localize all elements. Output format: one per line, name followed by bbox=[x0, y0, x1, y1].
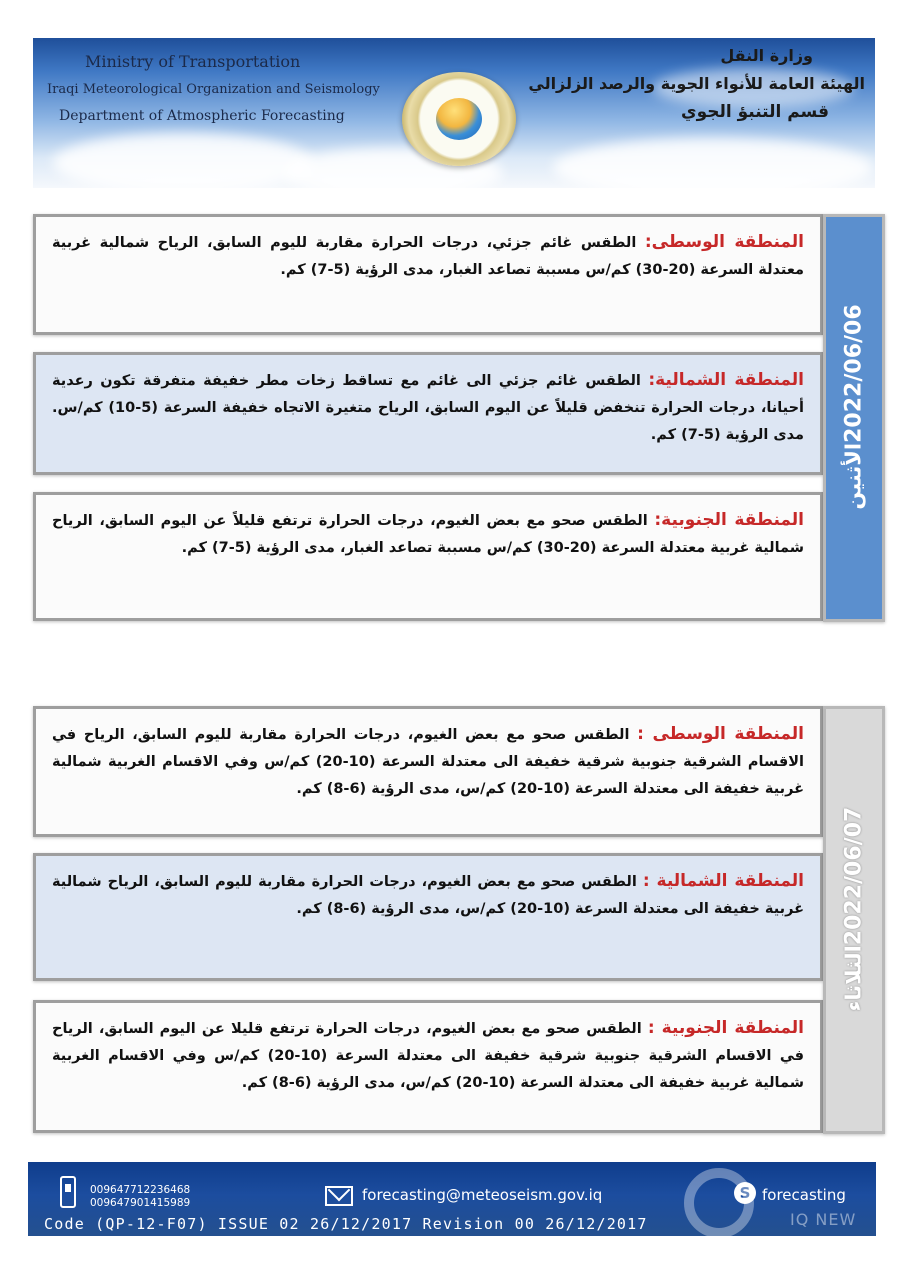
date-label bbox=[842, 304, 867, 531]
date-value: 2022/06/06 bbox=[841, 304, 867, 443]
forecast-day2-central bbox=[33, 706, 823, 837]
day-name: الأثنين bbox=[841, 442, 866, 510]
skype-icon: S bbox=[734, 1182, 756, 1204]
department-title-en: Department of Atmospheric Forecasting bbox=[59, 108, 345, 124]
department-title-ar: قسم التنبؤ الجوي bbox=[681, 102, 829, 122]
region-name: المنطقة الشمالية: bbox=[648, 370, 804, 390]
mail-icon bbox=[325, 1186, 353, 1206]
organization-title-ar: الهيئة العامة للأنواء الجوية والرصد الزلزالي bbox=[528, 74, 865, 93]
ministry-title-ar: وزارة النقل bbox=[720, 46, 813, 65]
meteorological-seal-icon bbox=[402, 72, 516, 166]
date-value: 2022/06/07 bbox=[841, 806, 867, 946]
region-name: المنطقة الجنوبية : bbox=[647, 1018, 804, 1038]
phone-number: 009647901415989 bbox=[90, 1197, 191, 1209]
region-name: المنطقة الوسطى: bbox=[644, 232, 804, 252]
region-forecast-text: الطقس غائم جزئي الى غائم مع تساقط زخات مطر خفيفة متفرقة تكون رعدية أحيانا، درجات الحرارة تنخفض قليلاً عن اليوم السابق، الرياح متغيرة الاتجاه خفيفة السرعة (5-10) كم/س. مدى الرؤية (5-7) كم. bbox=[52, 373, 804, 443]
cloud-decoration bbox=[53, 133, 313, 188]
region-forecast-text: الطقس صحو مع بعض الغيوم، درجات الحرارة مقاربة لليوم السابق، الرياح شمالية غربية خفيفة الى معتدلة السرعة (10-20) كم/س، مدى الرؤية (6-8) كم. bbox=[52, 874, 804, 917]
date-bar-day2 bbox=[823, 706, 885, 1134]
forecast-day2-south bbox=[33, 1000, 823, 1133]
cloud-decoration bbox=[553, 138, 873, 188]
region-forecast-text: الطقس غائم جزئي، درجات الحرارة مقاربة لليوم السابق، الرياح شمالية غربية معتدلة السرعة (20-30) كم/س مسببة تصاعد الغبار، مدى الرؤية (5-7) كم. bbox=[52, 235, 804, 278]
email-link[interactable]: forecasting@meteoseism.gov.iq bbox=[362, 1186, 603, 1204]
region-forecast-text: الطقس صحو مع بعض الغيوم، درجات الحرارة مقاربة لليوم السابق، الرياح في الاقسام الشرقية جنوبية شرقية خفيفة الى معتدلة السرعة (10-20) كم/س وفي الاقسام الغربية شمالية غربية خفيفة الى معتدلة السرعة (10-20) كم/س، مدى الرؤية (6-8) كم. bbox=[52, 727, 804, 797]
watermark-text: IQ NEW bbox=[790, 1210, 857, 1229]
organization-title-en: Iraqi Meteorological Organization and Seismology bbox=[47, 82, 380, 97]
forecast-day1-central bbox=[33, 214, 823, 335]
region-forecast-text: الطقس صحو مع بعض الغيوم، درجات الحرارة ترتفع قليلا عن اليوم السابق، الرياح في الاقسام الشرقية جنوبية شرقية خفيفة الى معتدلة السرعة (10-20) كم/س وفي الاقسام الغربية شمالية غربية خفيفة الى معتدلة السرعة (10-20) كم/س، مدى الرؤية (6-8) كم. bbox=[52, 1021, 804, 1091]
date-bar-day1 bbox=[823, 214, 885, 622]
phone-number: 009647712236468 bbox=[90, 1184, 191, 1196]
region-name: المنطقة الوسطى : bbox=[637, 724, 804, 744]
skype-handle: forecasting bbox=[762, 1186, 846, 1204]
day-name: الثلاثاء bbox=[841, 945, 866, 1012]
forecast-day2-north bbox=[33, 853, 823, 981]
date-label bbox=[842, 807, 867, 1034]
sun-cloud-icon bbox=[436, 98, 482, 140]
forecast-day1-south bbox=[33, 492, 823, 621]
region-name: المنطقة الشمالية : bbox=[642, 871, 804, 891]
phone-icon bbox=[60, 1176, 76, 1208]
document-code-line: Code (QP-12-F07) ISSUE 02 26/12/2017 Revision 00 26/12/2017 bbox=[44, 1215, 648, 1233]
region-forecast-text: الطقس صحو مع بعض الغيوم، درجات الحرارة ترتفع قليلاً عن اليوم السابق، الرياح شمالية غربية معتدلة السرعة (20-30) كم/س مسببة تصاعد الغبار، مدى الرؤية (5-7) كم. bbox=[52, 513, 804, 556]
watermark-logo bbox=[684, 1168, 754, 1238]
region-name: المنطقة الجنوبية: bbox=[654, 510, 805, 530]
ministry-title-en: Ministry of Transportation bbox=[85, 52, 301, 71]
forecast-day1-north bbox=[33, 352, 823, 475]
